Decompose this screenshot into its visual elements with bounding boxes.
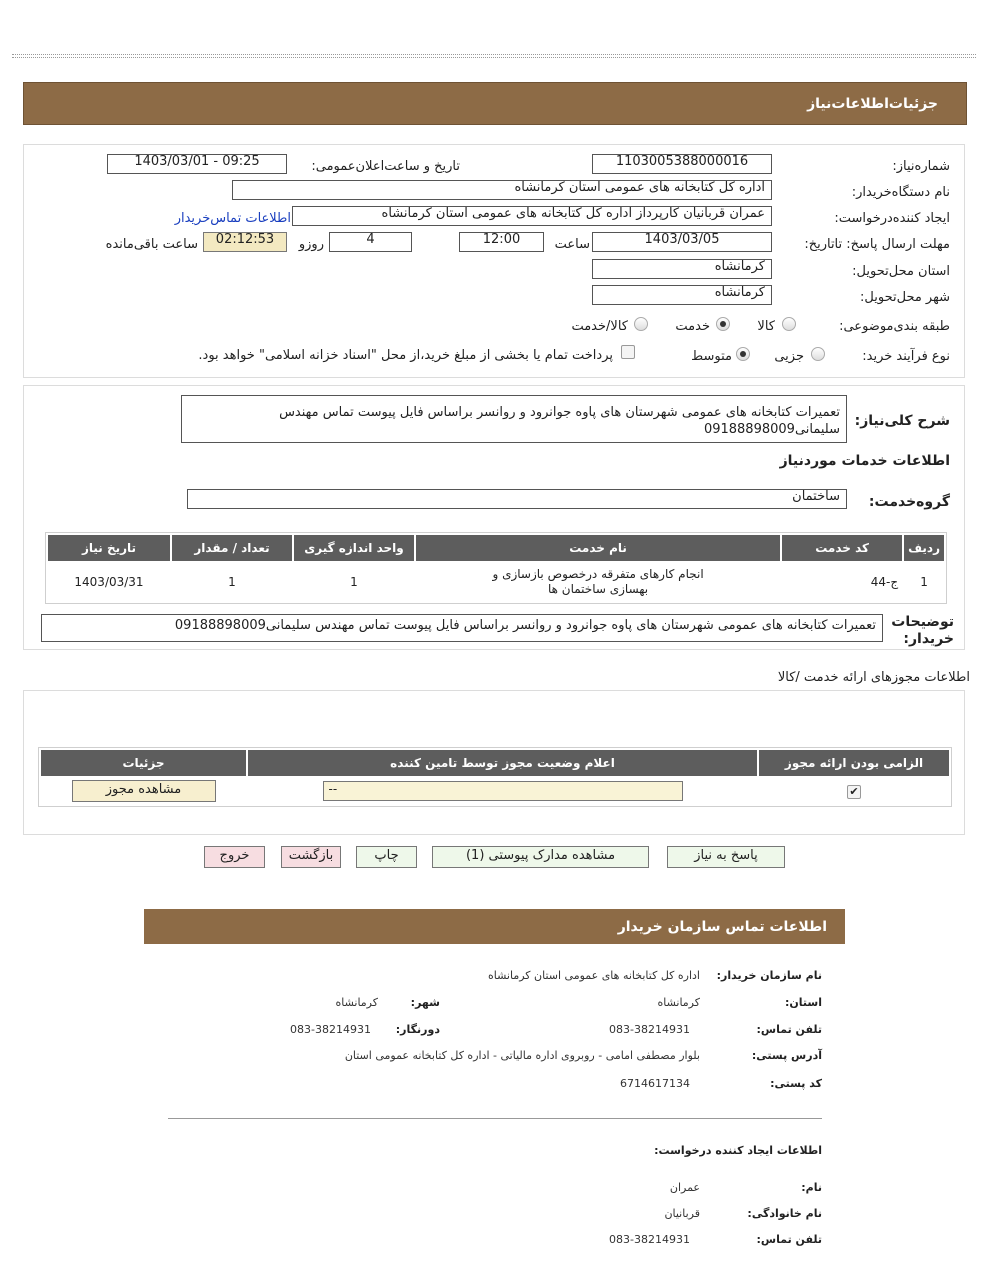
permit-status-input[interactable]: -- — [323, 781, 683, 801]
process-medium-label: متوسط — [691, 349, 732, 364]
contact-province-label: استان: — [785, 996, 822, 1009]
print-button[interactable]: چاپ — [356, 846, 417, 868]
col-permit-status: اعلام وضعیت مجوز توسط تامین کننده — [248, 750, 757, 776]
creator-name-label: نام: — [801, 1181, 822, 1194]
view-permit-button[interactable]: مشاهده مجوز — [72, 780, 216, 802]
cell-need-date: 1403/03/31 — [74, 575, 144, 589]
announce-date-field: 1403/03/01 - 09:25 — [107, 154, 287, 174]
cell-service-code: ج-44 — [870, 575, 899, 589]
announce-date-label: تاریخ و ساعت‌اعلان‌عمومی: — [311, 159, 460, 174]
contact-phone-label: تلفن تماس: — [756, 1023, 822, 1036]
creator-family-label: نام خانوادگی: — [747, 1207, 822, 1220]
permits-table-wrap — [38, 747, 952, 807]
contact-city-label: شهر: — [410, 996, 440, 1009]
creator-label: ایجاد کننده‌درخواست: — [834, 211, 950, 226]
creator-info-title: اطلاعات ایجاد کننده درخواست: — [654, 1144, 822, 1157]
contact-org: اداره کل کتابخانه های عمومی استان کرمانشاه — [487, 969, 700, 982]
deadline-time-field: 12:00 — [459, 232, 544, 252]
creator-field: عمران قربانیان کارپرداز اداره کل کتابخانه های عمومی استان کرمانشاه — [292, 206, 772, 226]
contact-org-label: نام سازمان خریدار: — [716, 969, 822, 982]
days-label: روزو — [298, 237, 324, 252]
category-service-radio[interactable] — [716, 317, 730, 331]
province-field: کرمانشاه — [592, 259, 772, 279]
contact-header — [144, 909, 845, 944]
services-table — [46, 533, 946, 603]
city-field: کرمانشاه — [592, 285, 772, 305]
cell-unit: 1 — [350, 575, 358, 589]
category-label: طبقه بندی‌موضوعی: — [839, 319, 950, 334]
contact-city: کرمانشاه — [335, 996, 378, 1009]
contact-province: کرمانشاه — [657, 996, 700, 1009]
contact-fax: 083-38214931 — [290, 1023, 371, 1036]
services-title: اطلاعات خدمات مورد‌نیاز — [779, 453, 950, 469]
buyer-notes-field: تعمیرات کتابخانه های عمومی شهرستان های پاوه جوانرود و روانسر براساس فایل پیوست تماس مهندس سلیمانی09188898009 — [41, 614, 883, 642]
top-divider — [12, 54, 976, 58]
process-minor-radio[interactable] — [811, 347, 825, 361]
view-attachments-button[interactable]: مشاهده مدارک پیوستی (1) — [432, 846, 649, 868]
buyer-contact-link[interactable]: اطلاعات تماس‌خریدار — [174, 211, 291, 226]
permits-title: اطلاعات مجوزهای ارائه خدمت /کالا — [777, 670, 970, 685]
contact-title: اطلاعات تماس سازمان خریدار — [617, 918, 827, 935]
col-unit: واحد اندازه گیری — [294, 535, 414, 561]
deadline-label: مهلت ارسال پاسخ: تاتاریخ: — [804, 237, 950, 252]
table-row — [41, 778, 949, 804]
buyer-notes-label-text: توضیحات خریدار: — [891, 614, 954, 647]
category-goods-label: کالا — [757, 319, 775, 334]
province-label: استان محل‌تحویل: — [852, 264, 950, 279]
buyer-notes-label — [891, 614, 954, 648]
contact-phone: 083-38214931 — [609, 1023, 690, 1036]
page-header — [23, 82, 967, 125]
hour-label: ساعت — [554, 237, 590, 252]
summary-text: تعمیرات کتابخانه های عمومی شهرستان های پاوه جوانرود و روانسر براساس فایل پیوست تماس مهندس سلیمانی09188898009 — [279, 405, 840, 437]
permit-required-checkbox[interactable]: ✔ — [847, 785, 861, 799]
process-medium-radio[interactable] — [736, 347, 750, 361]
summary-box — [181, 395, 847, 443]
cell-service-name: انجام کارهای متفرقه درخصوص بازسازی و بهسازی ساختمان ها — [492, 567, 704, 596]
service-group-field: ساختمان — [187, 489, 847, 509]
contact-postal: 6714617134 — [620, 1077, 690, 1090]
back-button[interactable]: بازگشت — [281, 846, 341, 868]
city-label: شهر محل‌تحویل: — [860, 290, 950, 305]
contact-address-label: آدرس پستی: — [751, 1049, 822, 1062]
remaining-time-field: 02:12:53 — [203, 232, 287, 252]
col-need-date: تاریخ نیاز — [48, 535, 170, 561]
page-title: جزئیات‌اطلاعات‌نیاز — [807, 95, 938, 112]
treasury-note: پرداخت تمام یا بخشی از مبلغ خرید،از محل "اسناد خزانه اسلامی" خواهد بود. — [198, 348, 613, 363]
exit-button[interactable]: خروج — [204, 846, 265, 868]
need-number-label: شماره‌نیاز: — [892, 159, 950, 174]
service-group-label: گروه‌خدمت: — [868, 494, 950, 510]
process-label: نوع فرآیند خرید: — [862, 349, 950, 364]
buyer-org-field: اداره کل کتابخانه های عمومی استان کرمانشاه — [232, 180, 772, 200]
summary-label: شرح کلی‌نیاز: — [854, 413, 950, 429]
services-table-wrap — [45, 532, 947, 604]
creator-phone-label: تلفن تماس: — [756, 1233, 822, 1246]
permits-table — [39, 748, 951, 806]
cell-quantity: 1 — [228, 575, 236, 589]
category-both-radio[interactable] — [634, 317, 648, 331]
creator-family: قربانیان — [664, 1207, 700, 1220]
contact-address: بلوار مصطفی امامی - روبروی اداره مالیاتی - اداره کل کتابخانه عمومی استان — [344, 1049, 700, 1062]
remaining-label: ساعت باقی‌مانده — [105, 237, 198, 252]
creator-phone: 083-38214931 — [609, 1233, 690, 1246]
contact-divider — [168, 1118, 822, 1119]
table-row — [48, 563, 944, 601]
creator-name: عمران — [669, 1181, 700, 1194]
col-quantity: تعداد / مقدار — [172, 535, 292, 561]
col-permit-required: الزامی بودن ارائه مجوز — [759, 750, 949, 776]
need-number-field: 1103005388000016 — [592, 154, 772, 174]
category-both-label: کالا/خدمت — [571, 319, 628, 334]
col-row-number: ردیف — [904, 535, 944, 561]
treasury-checkbox[interactable] — [621, 345, 635, 359]
col-permit-details: جزئیات — [41, 750, 246, 776]
days-field: 4 — [329, 232, 412, 252]
category-service-label: خدمت — [675, 319, 710, 334]
buyer-org-label: نام دستگاه‌خریدار: — [851, 185, 950, 200]
contact-postal-label: کد پستی: — [770, 1077, 822, 1090]
col-service-name: نام خدمت — [416, 535, 780, 561]
contact-fax-label: دورنگار: — [395, 1023, 440, 1036]
process-minor-label: جزیی — [774, 349, 804, 364]
category-goods-radio[interactable] — [782, 317, 796, 331]
deadline-date-field: 1403/03/05 — [592, 232, 772, 252]
cell-row-number: 1 — [920, 575, 928, 589]
col-service-code: کد خدمت — [782, 535, 902, 561]
reply-button[interactable]: پاسخ به نیاز — [667, 846, 785, 868]
